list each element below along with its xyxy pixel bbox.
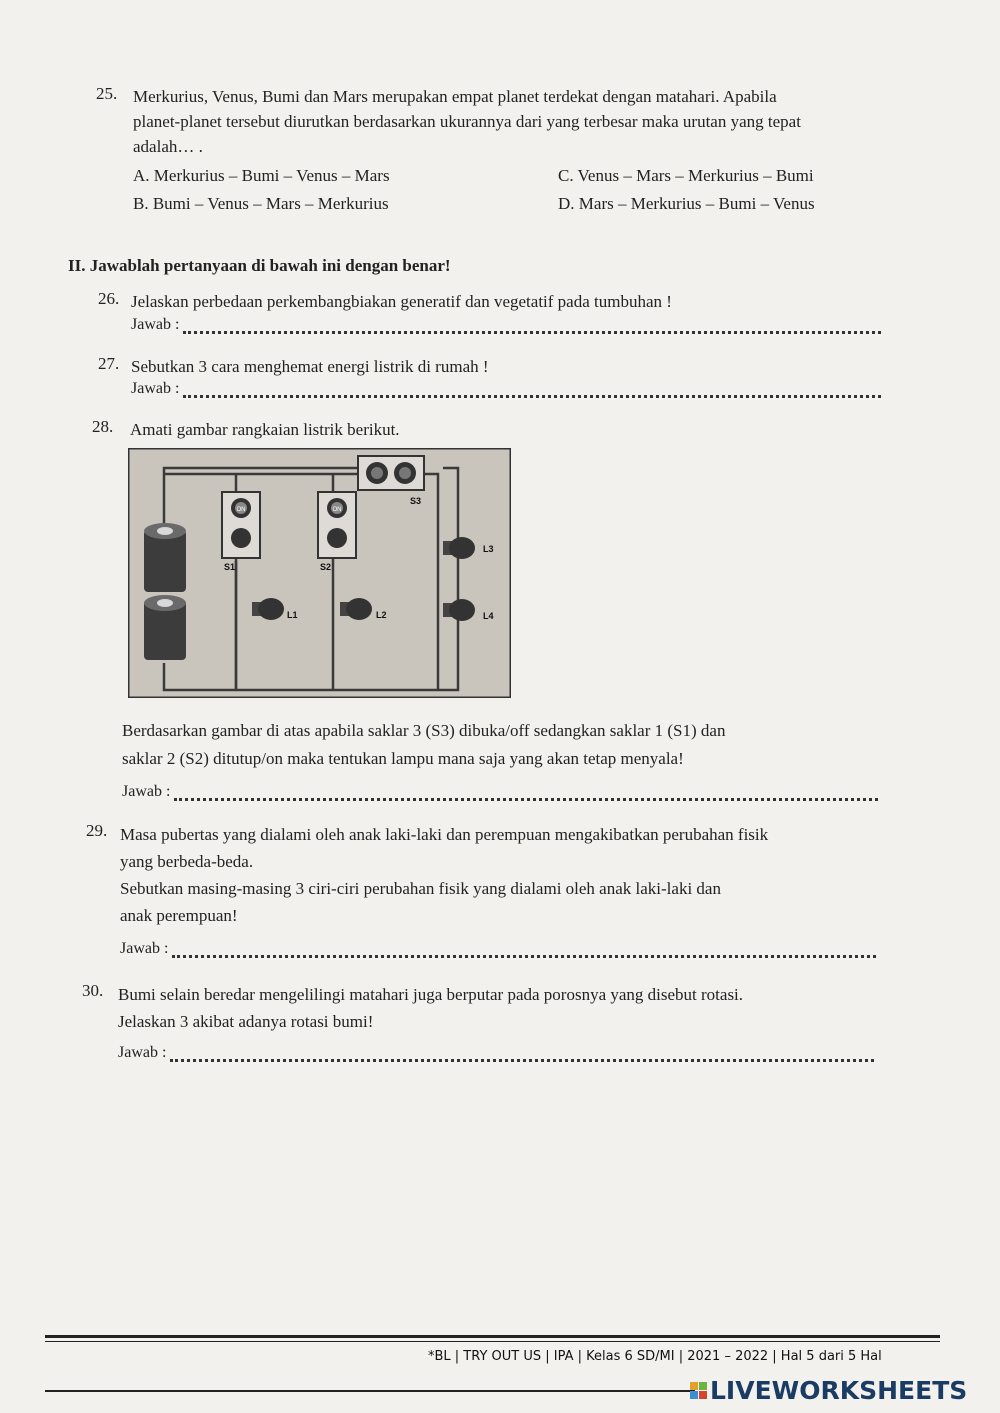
answer-dots[interactable] bbox=[170, 1045, 874, 1062]
question-line: Berdasarkan gambar di atas apabila saklar 3 (S3) dibuka/off sedangkan saklar 1 (S1) dan bbox=[122, 721, 726, 740]
question-line: yang berbeda-beda. bbox=[120, 852, 254, 871]
liveworksheets-logo-icon bbox=[690, 1382, 707, 1399]
question-line: Merkurius, Venus, Bumi dan Mars merupakan empat planet terdekat dengan matahari. Apabila bbox=[133, 87, 777, 106]
answer-label: Jawab : bbox=[120, 940, 169, 957]
switch-label-s2: S2 bbox=[320, 562, 332, 572]
question-number: 27. bbox=[98, 354, 120, 373]
answer-line[interactable] bbox=[131, 316, 881, 334]
question-line: Jelaskan 3 akibat adanya rotasi bumi! bbox=[118, 1012, 374, 1031]
lamp-label-l2: L2 bbox=[376, 610, 387, 620]
option-a[interactable]: A. Merkurius – Bumi – Venus – Mars bbox=[133, 166, 390, 185]
option-c[interactable]: C. Venus – Mars – Merkurius – Bumi bbox=[558, 166, 814, 185]
footer-text: *BL | TRY OUT US | IPA | Kelas 6 SD/MI | 2021 – 2022 | Hal 5 dari 5 Hal bbox=[428, 1349, 882, 1364]
answer-line[interactable] bbox=[131, 380, 881, 398]
switch-on-text: ON bbox=[236, 507, 246, 513]
question-number: 29. bbox=[86, 821, 108, 840]
question-line: planet-planet tersebut diurutkan berdasarkan ukurannya dari yang terbesar maka urutan yang tepat bbox=[133, 112, 801, 131]
question-number: 25. bbox=[96, 84, 118, 103]
answer-label: Jawab : bbox=[131, 380, 180, 397]
question-number: 30. bbox=[82, 981, 104, 1000]
answer-line[interactable] bbox=[118, 1044, 874, 1062]
battery-top bbox=[144, 523, 186, 592]
lamp-label-l4: L4 bbox=[483, 611, 494, 621]
footer-rule-bottom bbox=[45, 1390, 695, 1392]
switch-s3 bbox=[358, 456, 424, 490]
watermark-text: LIVEWORKSHEETS bbox=[710, 1376, 968, 1405]
switch-s1 bbox=[222, 492, 260, 558]
option-d[interactable]: D. Mars – Merkurius – Bumi – Venus bbox=[558, 194, 815, 213]
switch-label-s1: S1 bbox=[224, 562, 236, 572]
answer-label: Jawab : bbox=[122, 783, 171, 800]
question-text: Jelaskan perbedaan perkembangbiakan generatif dan vegetatif pada tumbuhan ! bbox=[131, 292, 672, 311]
question-text bbox=[120, 821, 768, 929]
question-text: Sebutkan 3 cara menghemat energi listrik di rumah ! bbox=[131, 357, 489, 376]
switch-s2 bbox=[318, 492, 356, 558]
question-line: Sebutkan masing-masing 3 ciri-ciri perubahan fisik yang dialami oleh anak laki-laki dan bbox=[120, 879, 721, 898]
battery-bottom bbox=[144, 595, 186, 660]
question-number: 28. bbox=[92, 417, 114, 436]
switch-label-s3: S3 bbox=[410, 496, 422, 506]
circuit-diagram bbox=[128, 448, 511, 698]
answer-label: Jawab : bbox=[118, 1044, 167, 1061]
lamp-label-l3: L3 bbox=[483, 544, 494, 554]
question-line: saklar 2 (S2) ditutup/on maka tentukan lampu mana saja yang akan tetap menyala! bbox=[122, 749, 684, 768]
question-number: 26. bbox=[98, 289, 120, 308]
switch-on-text: ON bbox=[332, 507, 342, 513]
question-line: Masa pubertas yang dialami oleh anak laki-laki dan perempuan mengakibatkan perubahan fisik bbox=[120, 825, 769, 844]
answer-line[interactable] bbox=[122, 783, 878, 801]
question-line: adalah… . bbox=[133, 137, 203, 156]
question-line: Bumi selain beredar mengelilingi matahari juga berputar pada porosnya yang disebut rotasi. bbox=[118, 985, 744, 1004]
answer-dots[interactable] bbox=[172, 941, 876, 958]
answer-dots[interactable] bbox=[174, 784, 878, 801]
section-heading: II. Jawablah pertanyaan di bawah ini dengan benar! bbox=[68, 256, 451, 275]
answer-dots[interactable] bbox=[183, 317, 881, 334]
option-b[interactable]: B. Bumi – Venus – Mars – Merkurius bbox=[133, 194, 389, 213]
question-text: Amati gambar rangkaian listrik berikut. bbox=[130, 420, 400, 439]
answer-dots[interactable] bbox=[183, 381, 881, 398]
question-line: anak perempuan! bbox=[120, 906, 238, 925]
footer-rule-thin bbox=[45, 1341, 940, 1342]
footer-rule bbox=[45, 1335, 940, 1338]
answer-label: Jawab : bbox=[131, 316, 180, 333]
answer-line[interactable] bbox=[120, 940, 876, 958]
watermark bbox=[690, 1376, 967, 1405]
lamp-label-l1: L1 bbox=[287, 610, 298, 620]
question-text bbox=[122, 718, 725, 771]
question-text bbox=[118, 981, 743, 1035]
question-text bbox=[133, 84, 801, 159]
